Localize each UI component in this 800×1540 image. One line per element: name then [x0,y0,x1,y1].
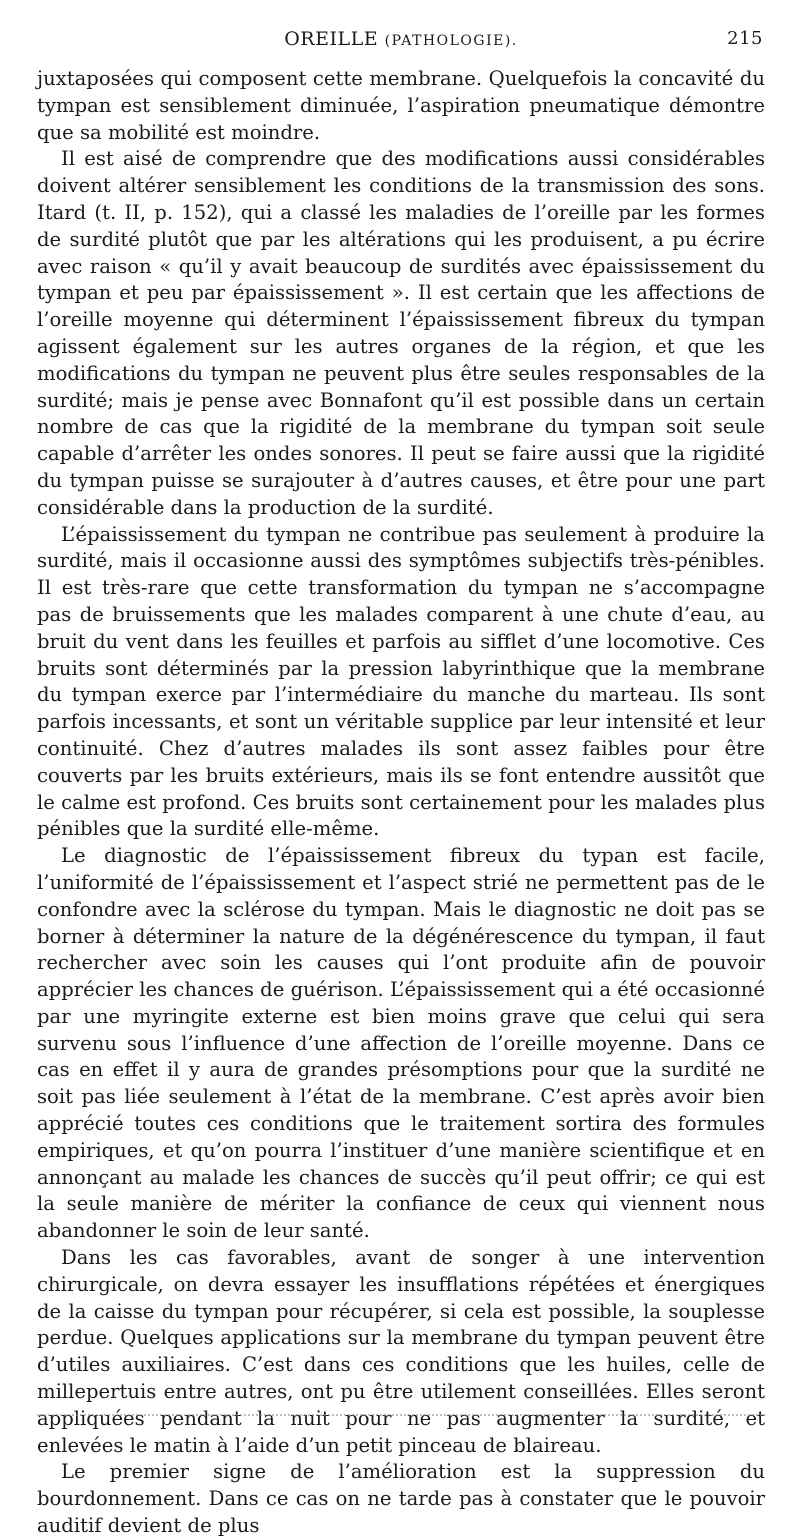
page-number: 215 [727,28,763,49]
running-title-main: OREILLE [284,28,379,50]
footer-rule [37,1414,765,1416]
paragraph: Dans les cas favorables, avant de songer à une intervention chirurgicale, on devra essayer les insufflations répétées et énergiques de la caisse du tympan pour récupérer, si cela est possible, la souplesse perdue. Quelques applications sur la membrane du tympan peuvent être d’utiles auxiliaires. C’est dans ces conditions que les huiles, celle de millepertuis entre autres, ont pu être utilement conseillées. Elles seront appliquées pendant la nuit pour ne pas augmenter la surdité, et enlevées le matin à l’aide d’un petit pinceau de blaireau. [37,1246,765,1457]
paragraph: Il est aisé de comprendre que des modifications aussi considérables doivent altérer sensiblement les conditions de la transmission des sons. Itard (t. II, p. 152), qui a classé les maladies de l’oreille par les formes de surdité plutôt que par les altérations qui les produisent, a pu écrire avec raison « qu’il y avait beaucoup de surdités avec épaississement du tympan et peu par épaississement ». Il est certain que les affections de l’oreille moyenne qui déterminent l’épaississement fibreux du tympan agissent également sur les autres organes de la région, et que les modifications du tympan ne peuvent plus être seules responsables de la surdité; mais je pense avec Bonnafont qu’il est possible dans un certain nombre de cas que la rigidité de la membrane du tympan soit seule capable d’arrêter les ondes sonores. Il peut se faire aussi que la rigidité du tympan puisse se surajouter à d’autres causes, et être pour une part considérable dans la production de la surdité. [37,147,765,519]
paragraph: juxtaposées qui composent cette membrane. Quelquefois la concavité du tympan est sensiblement diminuée, l’aspiration pneumatique démontre que sa mobilité est moindre. [37,67,765,144]
running-title-sub: (PATHOLOGIE). [384,33,518,49]
paragraph: Le diagnostic de l’épaississement fibreux du typan est facile, l’uniformité de l’épaississement et l’aspect strié ne permettent pas de le confondre avec la sclérose du tympan. Mais le diagnostic ne doit pas se borner à déterminer la nature de la dégénérescence du tympan, il faut rechercher avec soin les causes qui l’ont produite afin de pouvoir apprécier les chances de guérison. L’épaississement qui a été occasionné par une myringite externe est bien moins grave que celui qui sera survenu sous l’influence d’une affection de l’oreille moyenne. Dans ce cas en effet il y aura de grandes présomptions pour que la surdité ne soit pas liée seulement à l’état de la membrane. C’est après avoir bien apprécié toutes ces conditions que le traitement sortira des formules empiriques, et qu’on pourra l’instituer d’une manière scientifique et en annonçant au malade les chances de succès qu’il peut offrir; ce qui est la seule manière de mériter la confiance de ceux qui viennent nous abandonner le soin de leur santé. [37,844,765,1243]
running-title [37,28,765,50]
paragraph: Le premier signe de l’amélioration est la suppression du bourdonnement. Dans ce cas on ne tarde pas à constater que le pouvoir auditif devient de plus [37,1460,765,1538]
book-page [37,28,765,1540]
running-head [37,28,765,58]
body-text [37,66,765,1540]
paragraph: L’épaississement du tympan ne contribue pas seulement à produire la surdité, mais il occasionne aussi des symptômes subjectifs très-pénibles. Il est très-rare que cette transformation du tympan ne s’accompagne pas de bruissements que les malades comparent à une chute d’eau, au bruit du vent dans les feuilles et parfois au sifflet d’une locomotive. Ces bruits sont déterminés par la pression labyrinthique que la membrane du tympan exerce par l’intermédiaire du manche du marteau. Ils sont parfois incessants, et sont un véritable supplice par leur intensité et leur continuité. Chez d’autres malades ils sont assez faibles pour être couverts par les bruits extérieurs, mais ils se font entendre aussitôt que le calme est profond. Ces bruits sont certainement pour les malades plus pénibles que la surdité elle-même. [37,522,765,841]
